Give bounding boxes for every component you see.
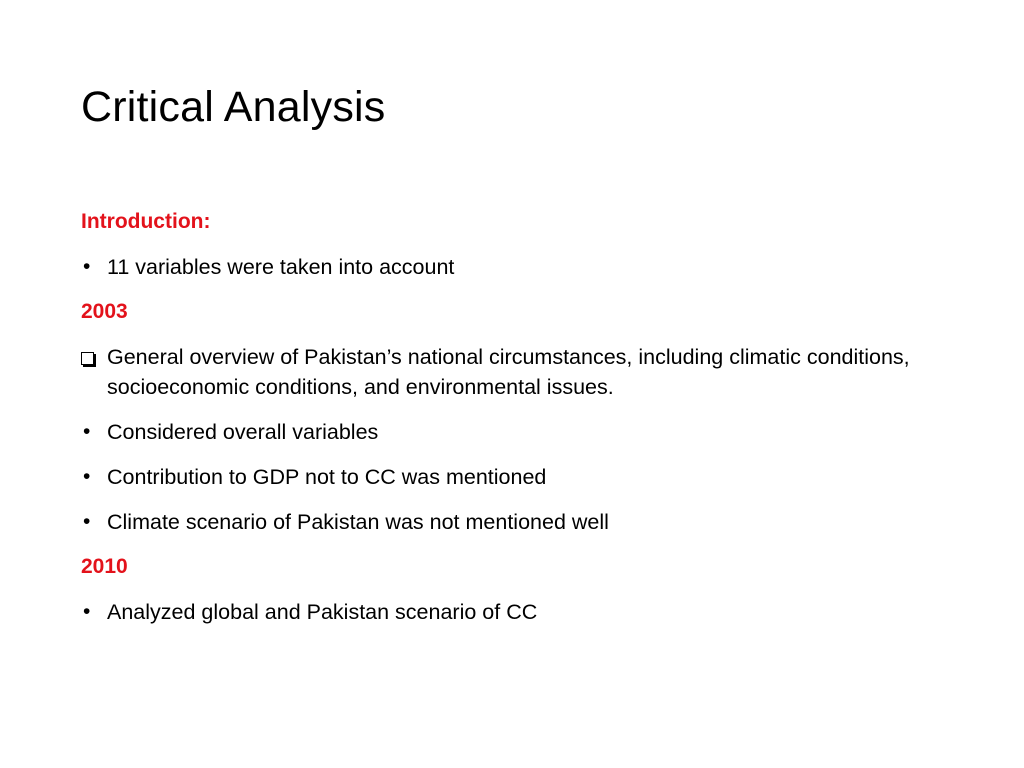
section-heading-2010: 2010 [81, 555, 128, 578]
bullet-icon: • [83, 465, 91, 488]
bullet-item [81, 252, 941, 282]
square-checkbox-icon [81, 352, 94, 365]
bullet-item [81, 417, 941, 447]
bullet-item [81, 597, 941, 627]
checkbox-item [81, 342, 941, 402]
section-heading-introduction: Introduction: [81, 210, 211, 233]
bullet-text: Contribution to GDP not to CC was mentioned [107, 465, 547, 489]
section-heading-2003: 2003 [81, 300, 128, 323]
slide-title: Critical Analysis [81, 83, 386, 131]
bullet-icon: • [83, 510, 91, 533]
bullet-item [81, 462, 941, 492]
bullet-icon: • [83, 255, 91, 278]
slide-body [81, 207, 941, 642]
bullet-text: 11 variables were taken into account [107, 255, 455, 279]
checkbox-item-text: General overview of Pakistan’s national circumstances, including climatic conditions, socioeconomic conditions, and environmental issues. [107, 345, 910, 399]
bullet-text: Analyzed global and Pakistan scenario of CC [107, 600, 538, 624]
bullet-icon: • [83, 600, 91, 623]
bullet-text: Considered overall variables [107, 420, 379, 444]
bullet-text: Climate scenario of Pakistan was not mentioned well [107, 510, 609, 534]
bullet-item [81, 507, 941, 537]
bullet-icon: • [83, 420, 91, 443]
